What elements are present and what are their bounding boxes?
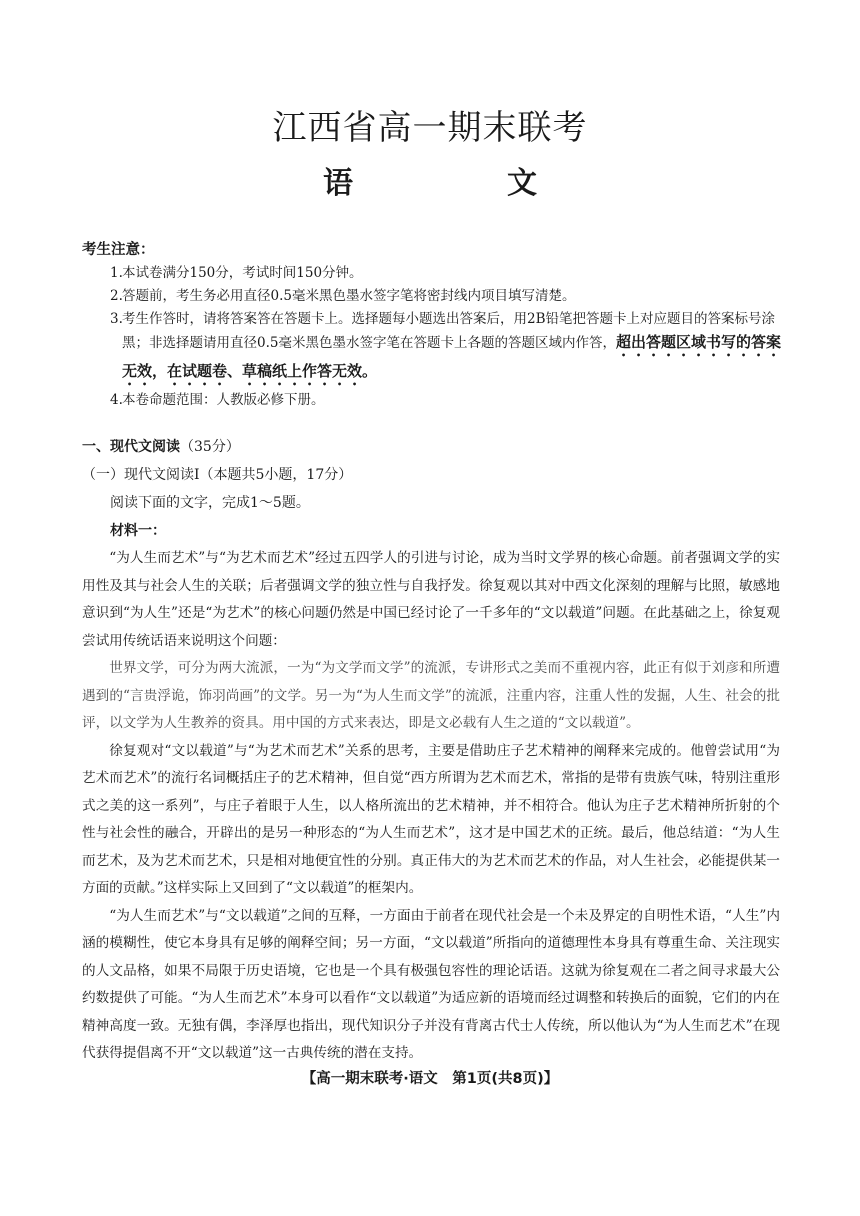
passage-paragraph: 徐复观对“文以载道”与“为艺术而艺术”关系的思考，主要是借助庄子艺术精神的阐释来完成的。他曾尝试用“为艺术而艺术”的流行名词概括庄子的艺术精神，但自觉“西方所谓为艺术而艺术，常指的是带有贵族气味，特别注重形式之美的这一系列”，与庄子着眼于人生，以人格所流出的艺术精神，并不相符合。他认为庄子艺术精神所折射的个性与社会性的融合，开辟出的是另一种形态的“为人生而艺术”，这才是中国艺术的正统。最后，他总结道：“为人生而艺术，及为艺术而艺术，只是相对地便宜性的分别。真正伟大的为艺术而艺术的作品，对人生社会，必能提供某一方面的贡献。”这样实际上又回到了“文以载道”的框架内。 [82,742,780,896]
notice-emphasis-text: 超出答题区域书写的答案无效，在试题卷、草稿纸上作答无效。 [122,333,781,380]
passage-paragraph: “为人生而艺术”与“为艺术而艺术”经过五四学人的引进与讨论，成为当时文学界的核心命题。前者强调文学的实用性及其与社会人生的关联；后者强调文学的独立性与自我抒发。徐复观以其对中西文化深刻的理解与比照，敏感地意识到“为人生”还是“为艺术”的核心问题仍然是中国已经讨论了一千多年的“文以载道”问题。在此基础之上，徐复观尝试用传统话语来说明这个问题： [82,550,780,649]
notice-item [82,389,782,412]
exam-title: 江西省高一期末联考 [272,108,588,148]
section-heading [82,436,240,456]
notice-item-number: 4. [110,392,123,408]
section-title: 一、现代文阅读 [82,439,180,455]
notice-item [82,262,782,285]
candidate-notice [82,238,782,412]
notice-item-number: 2. [110,288,123,304]
notice-item-number: 1. [110,265,123,281]
notice-item [82,285,782,308]
notice-item [82,308,782,389]
notice-item-number: 3. [110,311,123,327]
reading-instruction: 阅读下面的文字，完成1～5题。 [110,495,310,511]
material-label: 材料一： [110,523,166,539]
page-footer: 【高一期末联考·语文 第1页(共8页)】 [301,1071,559,1087]
reading-passage [82,545,780,1068]
passage-quote: 世界文学，可分为两大流派，一为“为文学而文学”的流派，专讲形式之美而不重视内容，此正有似于刘彦和所遭遇到的“言贵浮诡，饰羽尚画”的文学。另一为“为人生而文学”的流派，注重内容，注重人性的发掘，人生、社会的批评，以文学为人生教养的资具。用中国的方式来表达，即是文必载有人生之道的“文以载道”。 [82,660,780,731]
subject-text: 语 文 [323,166,599,201]
notice-list [82,262,782,412]
notice-item-text: 本卷命题范围：人教版必修下册。 [122,392,325,408]
notice-item-text: 答题前，考生务必用直径0.5毫米黑色墨水签字笔将密封线内项目填写清楚。 [122,288,576,304]
section-points: （35分） [180,439,240,455]
subject-title [0,158,860,202]
subsection-heading: （一）现代文阅读Ⅰ（本题共5小题，17分） [82,467,353,483]
notice-heading: 考生注意： [82,242,155,258]
notice-item-text: 本试卷满分150分，考试时间150分钟。 [122,265,363,281]
passage-paragraph: “为人生而艺术”与“文以载道”之间的互释，一方面由于前者在现代社会是一个未及界定的自明性术语，“人生”内涵的模糊性，使它本身具有足够的阐释空间；另一方面，“文以载道”所指向的道德理性本身具有尊重生命、关注现实的人文品格，如果不局限于历史语境，它也是一个具有极强包容性的理论话语。这就为徐复观在二者之间寻求最大公约数提供了可能。“为人生而艺术”本身可以看作“文以载道”为适应新的语境而经过调整和转换后的面貌，它们的内在精神高度一致。无独有偶，李泽厚也指出，现代知识分子并没有背离古代士人传统，所以他认为“为人生而艺术”在现代获得提倡离不开“文以载道”这一古典传统的潜在支持。 [82,907,780,1061]
notice-item-text: 考生作答时，请将答案答在答题卡上。选择题每小题选出答案后，用2B铅笔把答题卡上对应题目的答案标号涂黑；非选择题请用直径0.5毫米黑色墨水签字笔在答题卡上各题的答题区域内作答， [122,311,776,351]
